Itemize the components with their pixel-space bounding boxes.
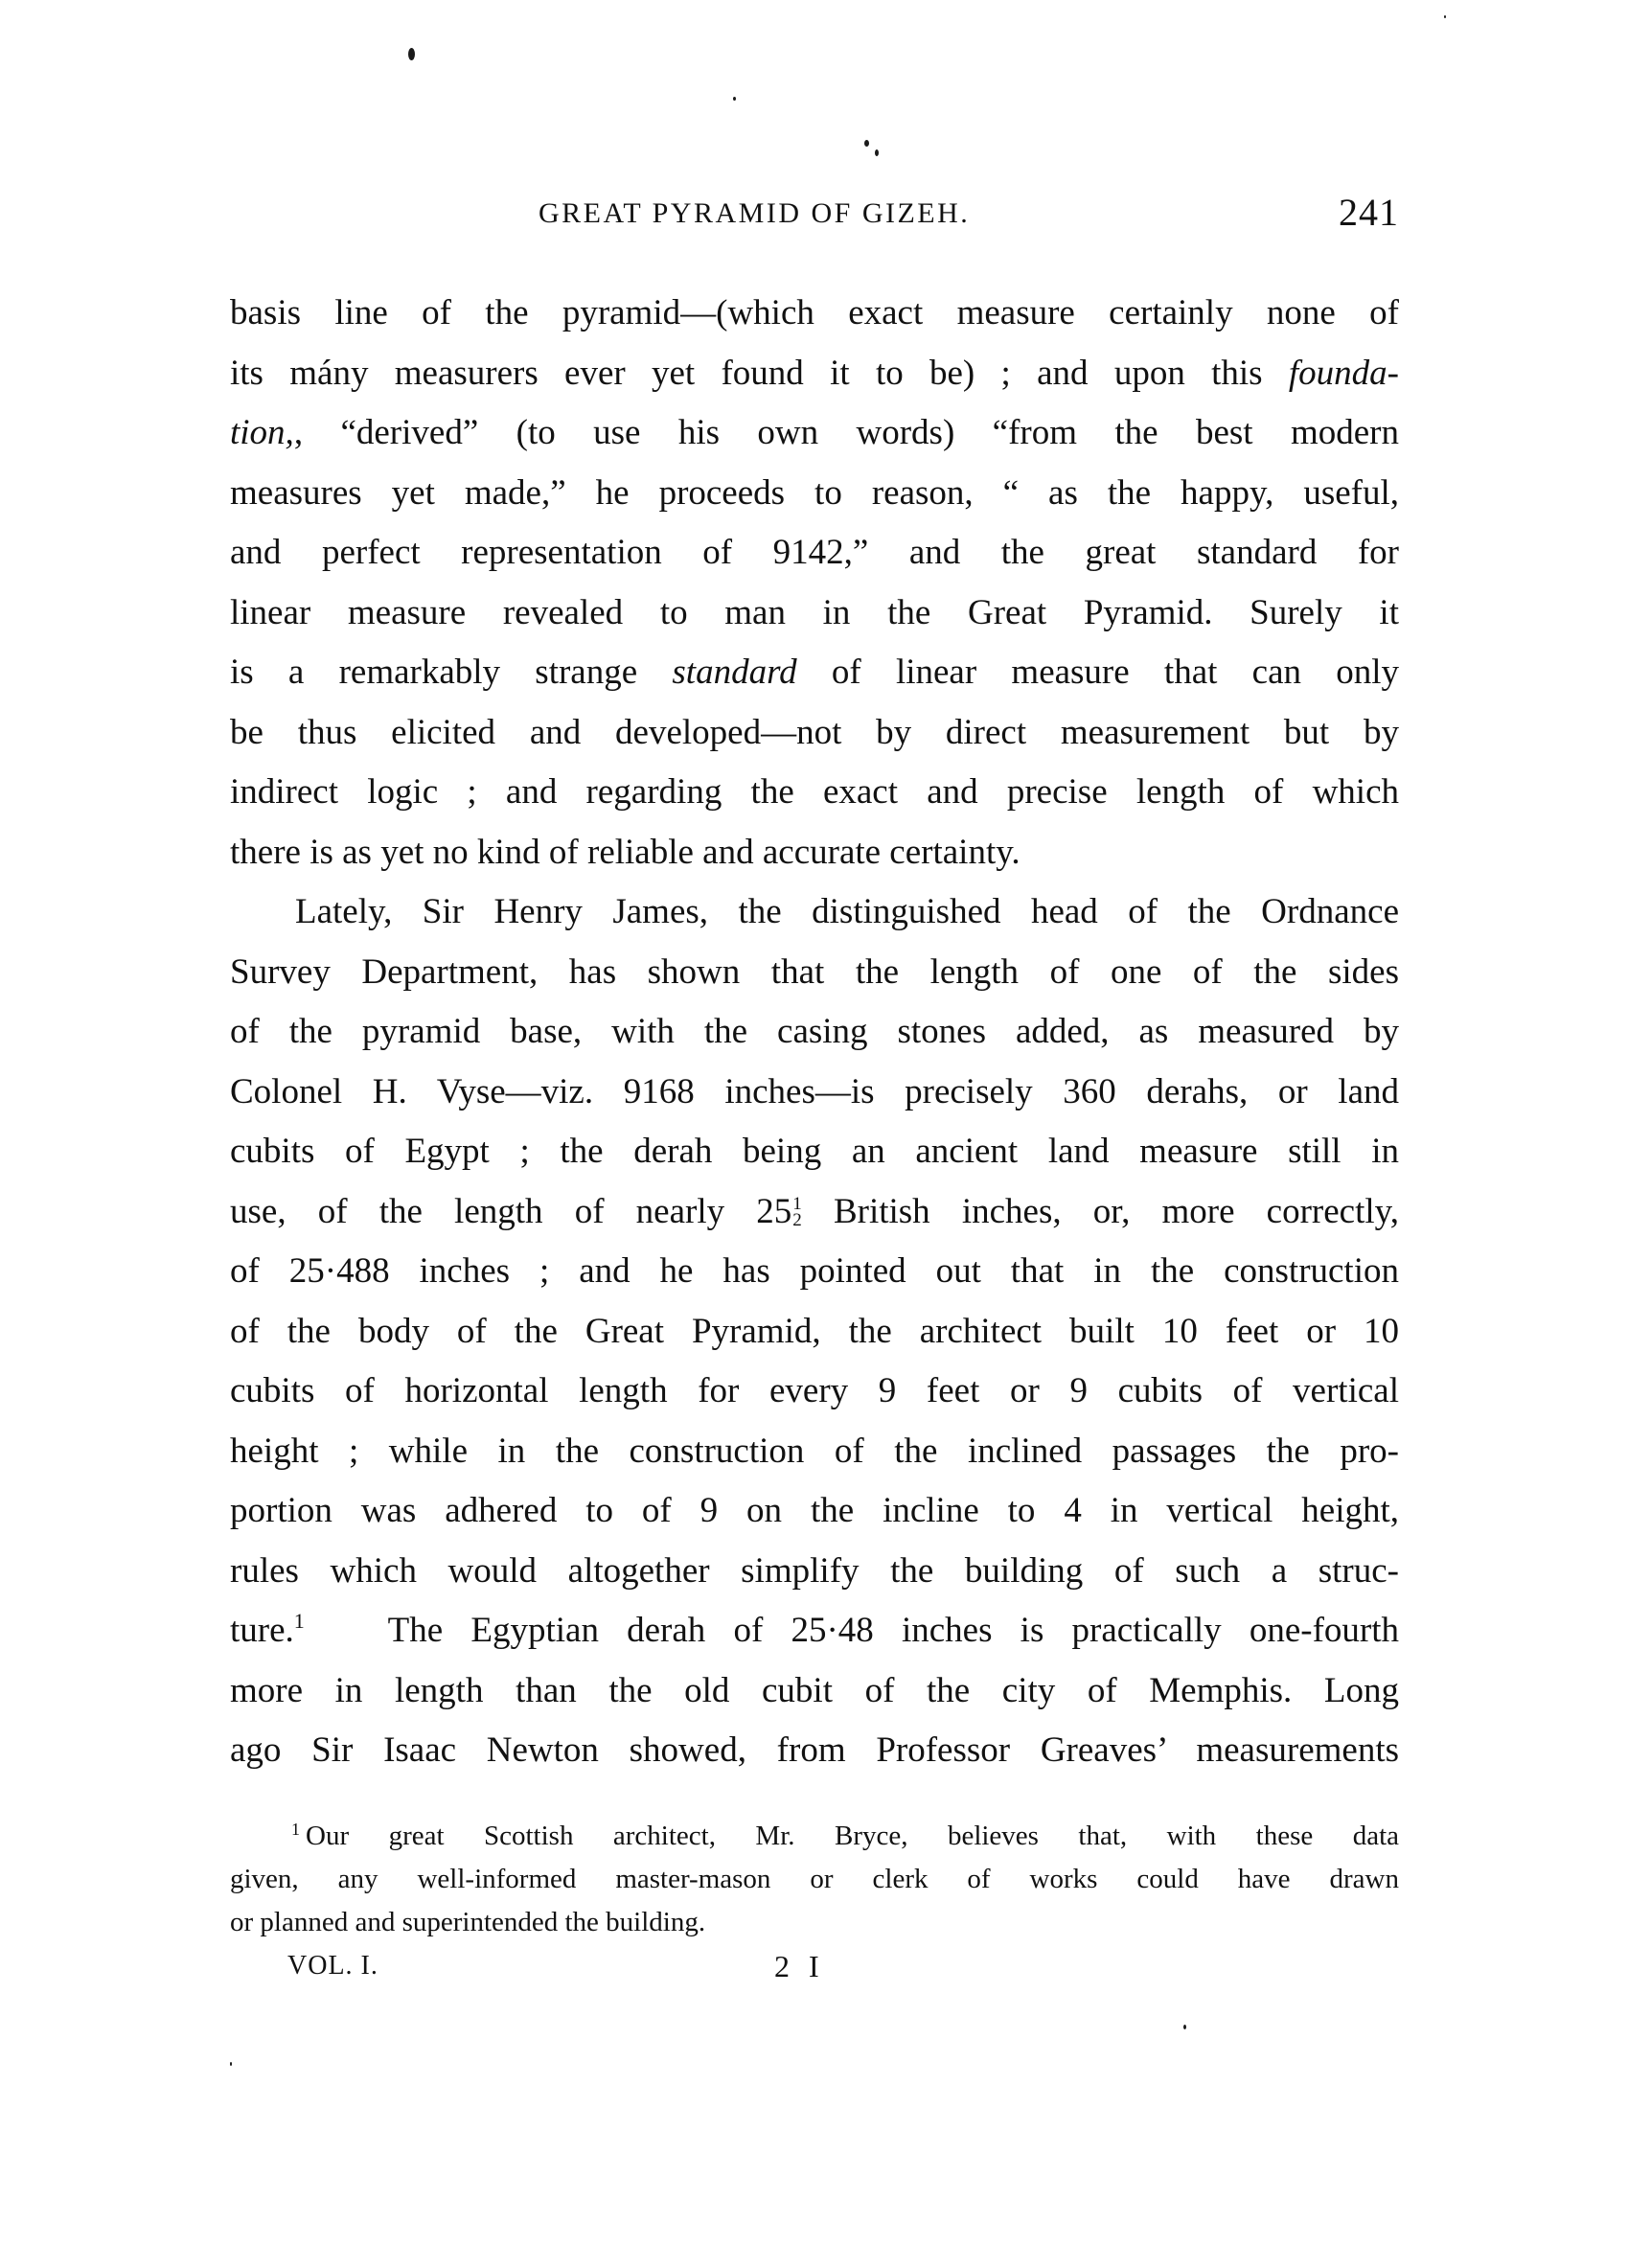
footnote-reference[interactable]: 1 [293,1609,305,1633]
text-line: is a remarkably strange standard of linear measure that can only [230,653,1400,692]
text-line: Colonel H. Vyse—viz. 9168 inches—is precisely 360 derahs, or land [230,1071,1399,1111]
text-line: be thus elicited and developed—not by direct measurement but by [230,712,1399,752]
signature-mark: 2 I [774,1949,825,1983]
scan-speck [230,2062,232,2066]
scan-speck [1183,2025,1186,2029]
text-line: of 25·488 inches ; and he has pointed out that in the construction [230,1251,1399,1291]
text-line: rules which would altogether simplify the building of such a struc- [230,1550,1399,1591]
scan-speck [408,48,415,60]
text-line: height ; while in the construction of the inclined passages the pro- [230,1431,1399,1471]
page-number: 241 [1339,191,1399,234]
text-line: its mány measurers ever yet found it to be) ; and upon this founda- [230,353,1399,393]
text-line: Survey Department, has shown that the length of one of the sides [230,951,1399,992]
text-line: there is as yet no kind of reliable and accurate certainty. [230,832,1020,872]
text-line: tion,, “derived” (to use his own words) “from the best modern [230,413,1399,452]
scan-speck [875,149,879,156]
fraction-one-half: 1 2 [792,1193,802,1230]
text-line: of the body of the Great Pyramid, the architect built 10 feet or 10 [230,1311,1399,1351]
text-line: cubits of Egypt ; the derah being an ancient land measure still in [230,1132,1399,1171]
footnote-line: given, any well-informed master-mason or clerk of works could have drawn [230,1864,1399,1894]
italic-word: standard [672,653,797,692]
italic-word: founda- [1288,353,1399,393]
running-title: GREAT PYRAMID OF GIZEH. [539,197,971,229]
text-line: and perfect representation of 9142,” and the great standard for [230,533,1399,572]
text-line: linear measure revealed to man in the Great Pyramid. Surely it [230,592,1399,632]
text-line: basis line of the pyramid—(which exact measure certainly none of [230,293,1399,332]
text-line: portion was adhered to of 9 on the incline to 4 in vertical height, [230,1491,1399,1530]
text-line: ture.$^1$ The Egyptian derah of 25·48 inches is practically one-fourth [230,1609,1399,1650]
text-line: ago Sir Isaac Newton showed, from Professor Greaves’ measurements [230,1730,1399,1770]
italic-word: tion, [230,413,294,452]
footnote-marker: 1 [291,1820,300,1839]
text-line: more in length than the old cubit of the city of Memphis. Long [230,1670,1399,1710]
running-head [230,190,1399,238]
scan-speck [733,97,736,101]
footnote-line: $^1$ Our great Scottish architect, Mr. Bryce, believes that, with these data [291,1820,1399,1851]
volume-label: VOL. I. [287,1951,378,1981]
footnotes [230,1815,1399,1944]
signature-line [287,1951,958,1989]
footnote-line: or planned and superintended the building. [230,1907,706,1937]
scan-speck [864,140,869,147]
body-text [230,284,1399,1781]
text-line: use, of the length of nearly 25 1 2 British inches, or, more correctly, [230,1191,1399,1231]
scan-speck [1444,15,1446,18]
text-line: indirect logic ; and regarding the exact and precise length of which [230,772,1399,812]
text-line: measures yet made,” he proceeds to reason, “ as the happy, useful, [230,472,1399,513]
text-line: of the pyramid base, with the casing stones added, as measured by [230,1012,1399,1051]
text-line-paragraph-start: Lately, Sir Henry James, the distinguished head of the Ordnance [295,892,1399,931]
text-line: cubits of horizontal length for every 9 feet or 9 cubits of vertical [230,1371,1399,1410]
